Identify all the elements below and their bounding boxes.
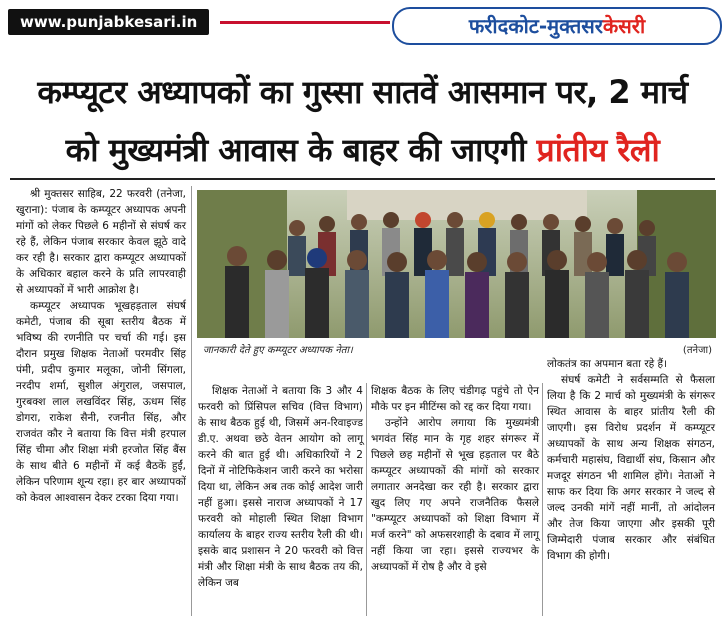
paragraph: लोकतंत्र का अपमान बता रहे हैं। bbox=[547, 358, 668, 370]
caption-text: जानकारी देते हुए कम्प्यूटर अध्यापक नेता। bbox=[203, 345, 353, 356]
paragraph: शिक्षक नेताओं ने बताया कि 3 और 4 फरवरी को प्रिंसिपल सचिव (वित्त विभाग) के साथ बैठक हुई थी, जिसमें अन-रिवाइज्ड डी.ए. अथवा छठे वेतन आयोग को लागू करने की बात हुई थी। अधिकारियों ने 2 दिनों में नोटिफिकेशन जारी करने का भरोसा दिया था, लेकिन अब तक कोई आदेश जारी नहीं हुआ। इससे नाराज अध्यापकों ने 17 फरवरी को मोहाली स्थित शिक्षा विभाग कार्यालय के बाहर राज्य स्तरीय रैली की थी। इसके बाद प्रशासन ने 20 फरवरी को वित्त मंत्री और शिक्षा मंत्री के साथ बैठक तय की, लेकिन जब bbox=[198, 385, 363, 589]
article-column-3 bbox=[371, 383, 539, 575]
masthead-brand: केसरी bbox=[602, 14, 646, 38]
headline-rule bbox=[10, 178, 715, 180]
headline-highlight: प्रांतीय रैली bbox=[536, 131, 660, 169]
article-column-4 bbox=[547, 356, 715, 564]
column-divider bbox=[366, 383, 367, 616]
column-divider bbox=[542, 383, 543, 616]
masthead bbox=[392, 7, 722, 45]
group-photo-image bbox=[197, 190, 716, 338]
paragraph: संघर्ष कमेटी ने सर्वसम्मति से फैसला लिया है कि 2 मार्च को मुख्यमंत्री के संगरूर स्थित आवास के बाहर प्रांतीय रैली की जाएगी। इस विरोध प्रदर्शन में कम्प्यूटर अध्यापकों के साथ अन्य शिक्षक संगठन, कर्मचारी महासंघ, विद्यार्थी संघ, किसान और मजदूर संगठन भी शामिल होंगे। नेताओं ने साफ कर दिया कि अगर सरकार ने जल्द से जल्द उनकी मांगें नहीं मानीं, तो आंदोलन और तेज किया जाएगा और इसकी पूरी जिम्मेदारी पंजाब सरकार और संबंधित विभाग की होगी। bbox=[547, 374, 715, 562]
masthead-city: फरीदकोट-मुक्तसर bbox=[468, 14, 603, 38]
article-column-1 bbox=[16, 186, 186, 506]
headline-line-2 bbox=[10, 128, 715, 172]
header-bar bbox=[0, 0, 723, 44]
header-rule bbox=[220, 21, 390, 24]
column-divider bbox=[191, 186, 192, 616]
group-photo bbox=[197, 190, 716, 338]
paragraph: श्री मुक्तसर साहिब, 22 फरवरी (तनेजा, खुराना): पंजाब के कम्प्यूटर अध्यापक अपनी मांगों को लेकर पिछले 6 महीनों से संघर्ष कर रहे हैं, लेकिन पंजाब सरकार केवल झूठे वादे कर रही है। सरकार द्वारा कम्प्यूटर अध्यापकों के अधिकार बहाल करने के प्रति लापरवाही से अध्यापकों में भारी आक्रोश है। bbox=[16, 188, 186, 296]
headline-line-2-main: को मुख्यमंत्री आवास के बाहर की जाएगी bbox=[65, 131, 526, 169]
paragraph: शिक्षक बैठक के लिए चंडीगढ़ पहुंचे तो ऐन मौके पर इन मीटिंग्स को रद्द कर दिया गया। bbox=[371, 385, 539, 413]
site-url[interactable]: www.punjabkesari.in bbox=[8, 9, 209, 35]
paragraph: उन्होंने आरोप लगाया कि मुख्यमंत्री भगवंत सिंह मान के गृह शहर संगरूर में पिछले छह महीनों से भूख हड़ताल पर बैठे कम्प्यूटर अध्यापकों की मांगों को सरकार लगातार अनदेखा कर रही है। सरकार द्वारा खुद लिए गए अपने राजनैतिक फैसले "कम्प्यूटर अध्यापकों को शिक्षा विभाग में मर्ज करने" को अफसरशाही के दबाव में लागू नहीं किया जा रहा। इससे राज्यभर के अध्यापकों में रोष है और वे इसे bbox=[371, 417, 539, 573]
article-column-2 bbox=[198, 383, 363, 591]
photo-credit: (तनेजा) bbox=[682, 345, 712, 356]
headline-line-1: कम्प्यूटर अध्यापकों का गुस्सा सातवें आसमान पर, 2 मार्च bbox=[37, 73, 688, 111]
paragraph: कम्प्यूटर अध्यापक भूखहड़ताल संघर्ष कमेटी, पंजाब की सूबा स्तरीय बैठक में भविष्य की रणनीति पर चर्चा की गई। इस दौरान प्रमुख शिक्षक नेताओं परमवीर सिंह पंमी, प्रदीप कुमार मलूका, जोनी सिंगला, नरदीप शर्मा, सुशील अंगुराल, जसपाल, गुरबक्श लाल लखविंदर सिंह, ऊधम सिंह डोगरा, राकेश सैनी, रजनीत सिंह, और राजवंत कौर ने बताया कि वित्त मंत्री हरपाल सिंह चीमा और शिक्षा मंत्री हरजोत सिंह बैंस के साथ बीते 6 महीनों में कई बैठकें हुईं, लेकिन परिणाम शून्य रहा। हर बार अध्यापकों को केवल आश्वासन देकर टरका दिया गया। bbox=[16, 300, 186, 504]
